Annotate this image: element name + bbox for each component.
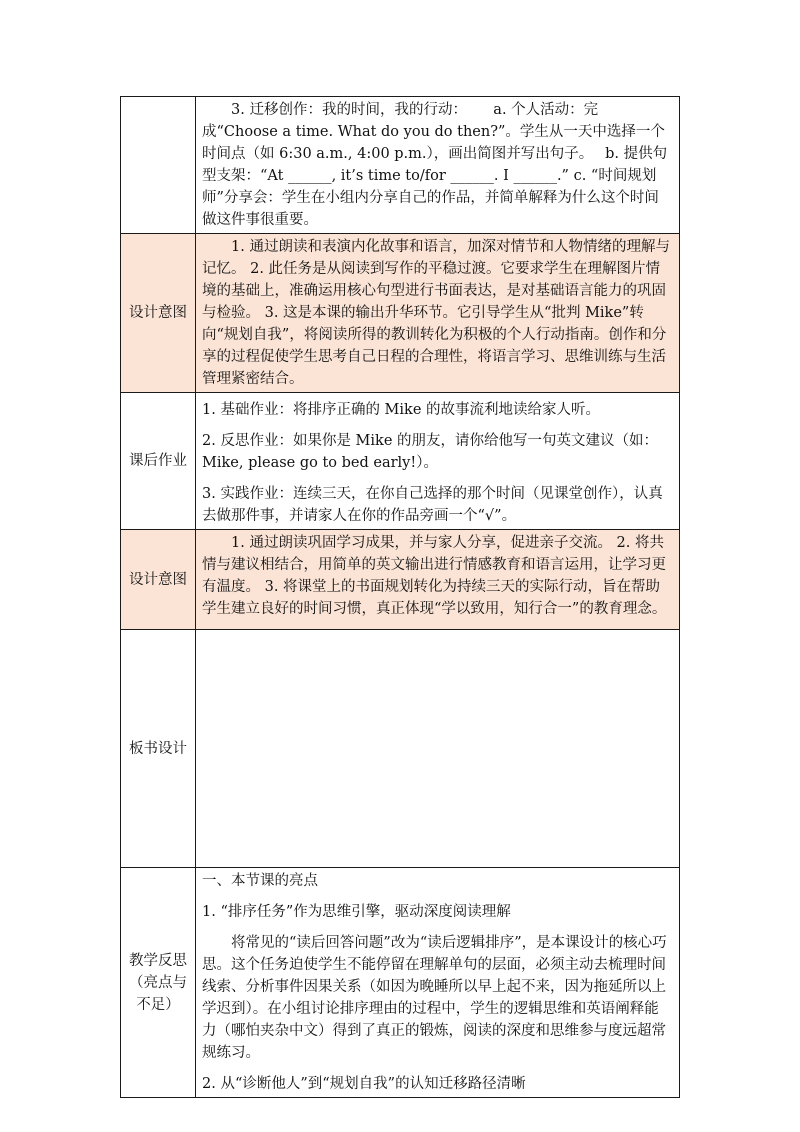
reflection-content xyxy=(196,868,680,1098)
design-intent-content-2 xyxy=(196,530,680,630)
transfer-row xyxy=(121,97,680,234)
transfer-content xyxy=(196,97,680,234)
design-intent-text-2: 1. 通过朗读巩固学习成果，并与家人分享，促进亲子交流。 2. 将共情与建议相结合，用简单的英文输出进行情感教育和语言运用，让学习更有温度。 3. 将课堂上的书面规划转化为持续三天的实际行动，旨在帮助学生建立良好的时间习惯，真正体现“学以致用，知行合一”的教育理念。 xyxy=(202,535,667,617)
homework-row xyxy=(121,393,680,530)
reflection-point1-body: 将常见的“读后回答问题”改为“读后逻辑排序”，是本课设计的核心巧思。这个任务迫使学生不能停留在理解单句的层面，必须主动去梳理时间线索、分析事件因果关系（如因为晚睡所以早上起不来，因为拖延所以上学迟到）。在小组讨论排序理由的过程中，学生的逻辑思维和英语阐释能力（哪怕夹杂中文）得到了真正的锻炼，阅读的深度和思维参与度远超常规练习。 xyxy=(202,935,667,1061)
design-intent-row-2 xyxy=(121,530,680,630)
reflection-label-sub: （亮点与不足） xyxy=(129,974,187,1013)
reflection-row xyxy=(121,868,680,1098)
reflection-point2-title: 2. 从“诊断他人”到“规划自我”的认知迁移路径清晰 xyxy=(202,1076,526,1092)
board-design-row xyxy=(121,630,680,868)
lesson-plan-table xyxy=(120,96,680,1098)
board-design-content xyxy=(196,630,680,868)
reflection-label-main: 教学反思 xyxy=(129,952,187,969)
design-intent-row-1 xyxy=(121,234,680,393)
homework-content xyxy=(196,393,680,530)
design-intent-text-1: 1. 通过朗读和表演内化故事和语言，加深对情节和人物情绪的理解与记忆。 2. 此任务是从阅读到写作的平稳过渡。它要求学生在理解图片情境的基础上，准确运用核心句型进行书面表达，是对基础语言能力的巩固与检验。 3. 这是本课的输出升华环节。它引导学生从“批判 Mike”转向“规划自我”，将阅读所得的教训转化为积极的个人行动指南。创作和分享的过程促使学生思考自己日程的合理性，将语言学习、思维训练与生活管理紧密结合。 xyxy=(202,239,670,387)
homework-item-1: 1. 基础作业：将排序正确的 Mike 的故事流利地读给家人听。 xyxy=(202,402,601,418)
design-intent-content-1 xyxy=(196,234,680,393)
design-intent-label-1: 设计意图 xyxy=(121,234,196,393)
homework-item-2: 2. 反思作业：如果你是 Mike 的朋友，请你给他写一句英文建议（如：Mike, please go to bed early!）。 xyxy=(202,433,659,471)
design-intent-label-2: 设计意图 xyxy=(121,530,196,630)
board-design-label: 板书设计 xyxy=(121,630,196,868)
homework-label: 课后作业 xyxy=(121,393,196,530)
reflection-point1-title: 1. “排序任务”作为思维引擎，驱动深度阅读理解 xyxy=(202,904,511,920)
transfer-label xyxy=(121,97,196,234)
reflection-label xyxy=(121,868,196,1098)
homework-item-3: 3. 实践作业：连续三天，在你自己选择的那个时间（见课堂创作），认真去做那件事，并请家人在你的作品旁画一个“√”。 xyxy=(202,486,663,524)
transfer-text: 3. 迁移创作：我的时间，我的行动： a. 个人活动：完成“Choose a time. What do you do then?”。学生从一天中选择一个时间点（如 6:30 a.m., 4:00 p.m.），画出简图并写出句子。 b. 提供句型支架：“At ______, it’s time to/for ______. I ______.” c. “时间规划师”分享会：学生在小组内分享自己的作品，并简单解释为什么这个时间做这件事很重要。 xyxy=(202,102,668,228)
reflection-heading: 一、本节课的亮点 xyxy=(202,873,318,889)
